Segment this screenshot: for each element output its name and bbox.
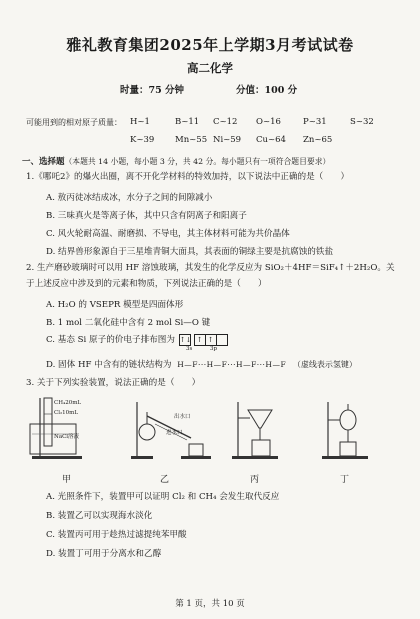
jia-label: CH₄20mL <box>54 400 82 406</box>
question-1-option-c: C. 风火轮耐高温、耐磨损、不导电，其主体材料可能为共价晶体 <box>46 229 290 239</box>
orbital-box: ↑ <box>205 334 217 346</box>
subject-title: 高二化学 <box>187 61 233 75</box>
atomic-mass: Mn~55 <box>175 135 208 145</box>
atomic-mass: Cu~64 <box>256 135 286 145</box>
question-2-option-c <box>46 333 228 346</box>
question-2-stem-line1: 2. 生产磨砂玻璃时可以用 HF 溶蚀玻璃，其发生的化学反应为 SiO₂＋4HF＝SiF₄↑＋2H₂O。关 <box>26 263 395 273</box>
yi-label: 出水口 <box>174 414 191 420</box>
atomic-mass: P~31 <box>303 117 327 127</box>
jia-label: Cl₂10mL <box>54 410 79 416</box>
orbital-box: ↑↓ <box>179 335 192 344</box>
atomic-mass: H~1 <box>130 117 150 127</box>
orbital-diagram <box>180 335 228 345</box>
question-2-option-c-text: C. 基态 Si 原子的价电子排布图为 <box>46 335 175 345</box>
question-1-option-a: A. 敖丙徒冰结成冰，水分子之间的间隙减小 <box>46 193 213 203</box>
atomic-mass: O~16 <box>256 117 281 127</box>
hf-chain: H—F···H—F···H—F···H—F <box>177 360 287 369</box>
apparatus-label-yi: 乙 <box>160 475 170 485</box>
jia-label: NaCl溶液 <box>54 434 80 440</box>
question-3-option-b: B. 装置乙可以实现海水淡化 <box>46 511 153 521</box>
atomic-mass: K~39 <box>130 135 155 145</box>
atomic-mass: C~12 <box>213 117 238 127</box>
hydrogen-bond-note: （虚线表示氢键） <box>292 360 357 369</box>
question-3-option-d: D. 装置丁可用于分离水和乙醇 <box>46 549 162 559</box>
question-2-option-d <box>46 358 357 370</box>
question-2-option-d-text: D. 固体 HF 中含有的链状结构为 <box>46 360 172 370</box>
question-2-stem-line2: 于上述反应中涉及到的元素和物质，下列说法正确的是（ ） <box>26 279 267 289</box>
time-label: 时量：75 分钟 <box>120 85 185 96</box>
yi-label: 进水口 <box>166 430 183 436</box>
apparatus-ding-drawing <box>318 398 378 462</box>
exam-title: 雅礼教育集团2025年上学期3月考试试卷 <box>66 36 354 54</box>
question-1-option-d: D. 结界兽形象源自于三星堆青铜大面具，其表面的铜绿主要是抗腐蚀的铁盐 <box>46 247 334 257</box>
question-2-option-a: A. H₂O 的 VSEPR 模型是四面体形 <box>46 300 184 310</box>
section-heading <box>22 155 330 167</box>
atomic-mass: B~11 <box>175 117 200 127</box>
question-3-option-a: A. 光照条件下，装置甲可以证明 Cl₂ 和 CH₄ 会发生取代反应 <box>46 492 280 502</box>
question-1-stem: 1.《哪吒2》的爆火出圈，离不开化学材料的特效加持，以下说法中正确的是（ ） <box>26 172 350 182</box>
atomic-mass: Zn~65 <box>303 135 333 145</box>
section-title: 一、选择题 <box>22 157 65 167</box>
orbital-label: 3s <box>186 346 193 352</box>
section-note: （本题共 14 小题，每小题 3 分，共 42 分。每小题只有一项符合题目要求） <box>64 157 331 166</box>
atomic-mass-label: 可能用到的相对原子质量： <box>26 118 122 127</box>
orbital-box <box>216 334 228 346</box>
question-2-option-b: B. 1 mol 二氧化硅中含有 2 mol Si—O 键 <box>46 318 211 328</box>
score-label: 分值：100 分 <box>236 85 298 96</box>
apparatus-label-bing: 丙 <box>250 475 260 485</box>
apparatus-label-ding: 丁 <box>340 475 350 485</box>
question-1-option-b: B. 三味真火是等离子体，其中只含有阴离子和阳离子 <box>46 211 247 221</box>
atomic-mass: Ni~59 <box>213 135 242 145</box>
orbital-box: ↑ <box>194 334 206 346</box>
apparatus-bing-drawing <box>228 398 288 462</box>
question-3-option-c: C. 装置丙可用于趁热过滤提纯苯甲酸 <box>46 530 187 540</box>
atomic-mass: S~32 <box>350 117 374 127</box>
apparatus-label-jia: 甲 <box>62 475 72 485</box>
page-footer: 第 1 页，共 10 页 <box>175 599 245 609</box>
orbital-label: 3p <box>210 346 218 352</box>
question-3-stem: 3. 关于下列实验装置，说法正确的是（ ） <box>26 378 201 388</box>
